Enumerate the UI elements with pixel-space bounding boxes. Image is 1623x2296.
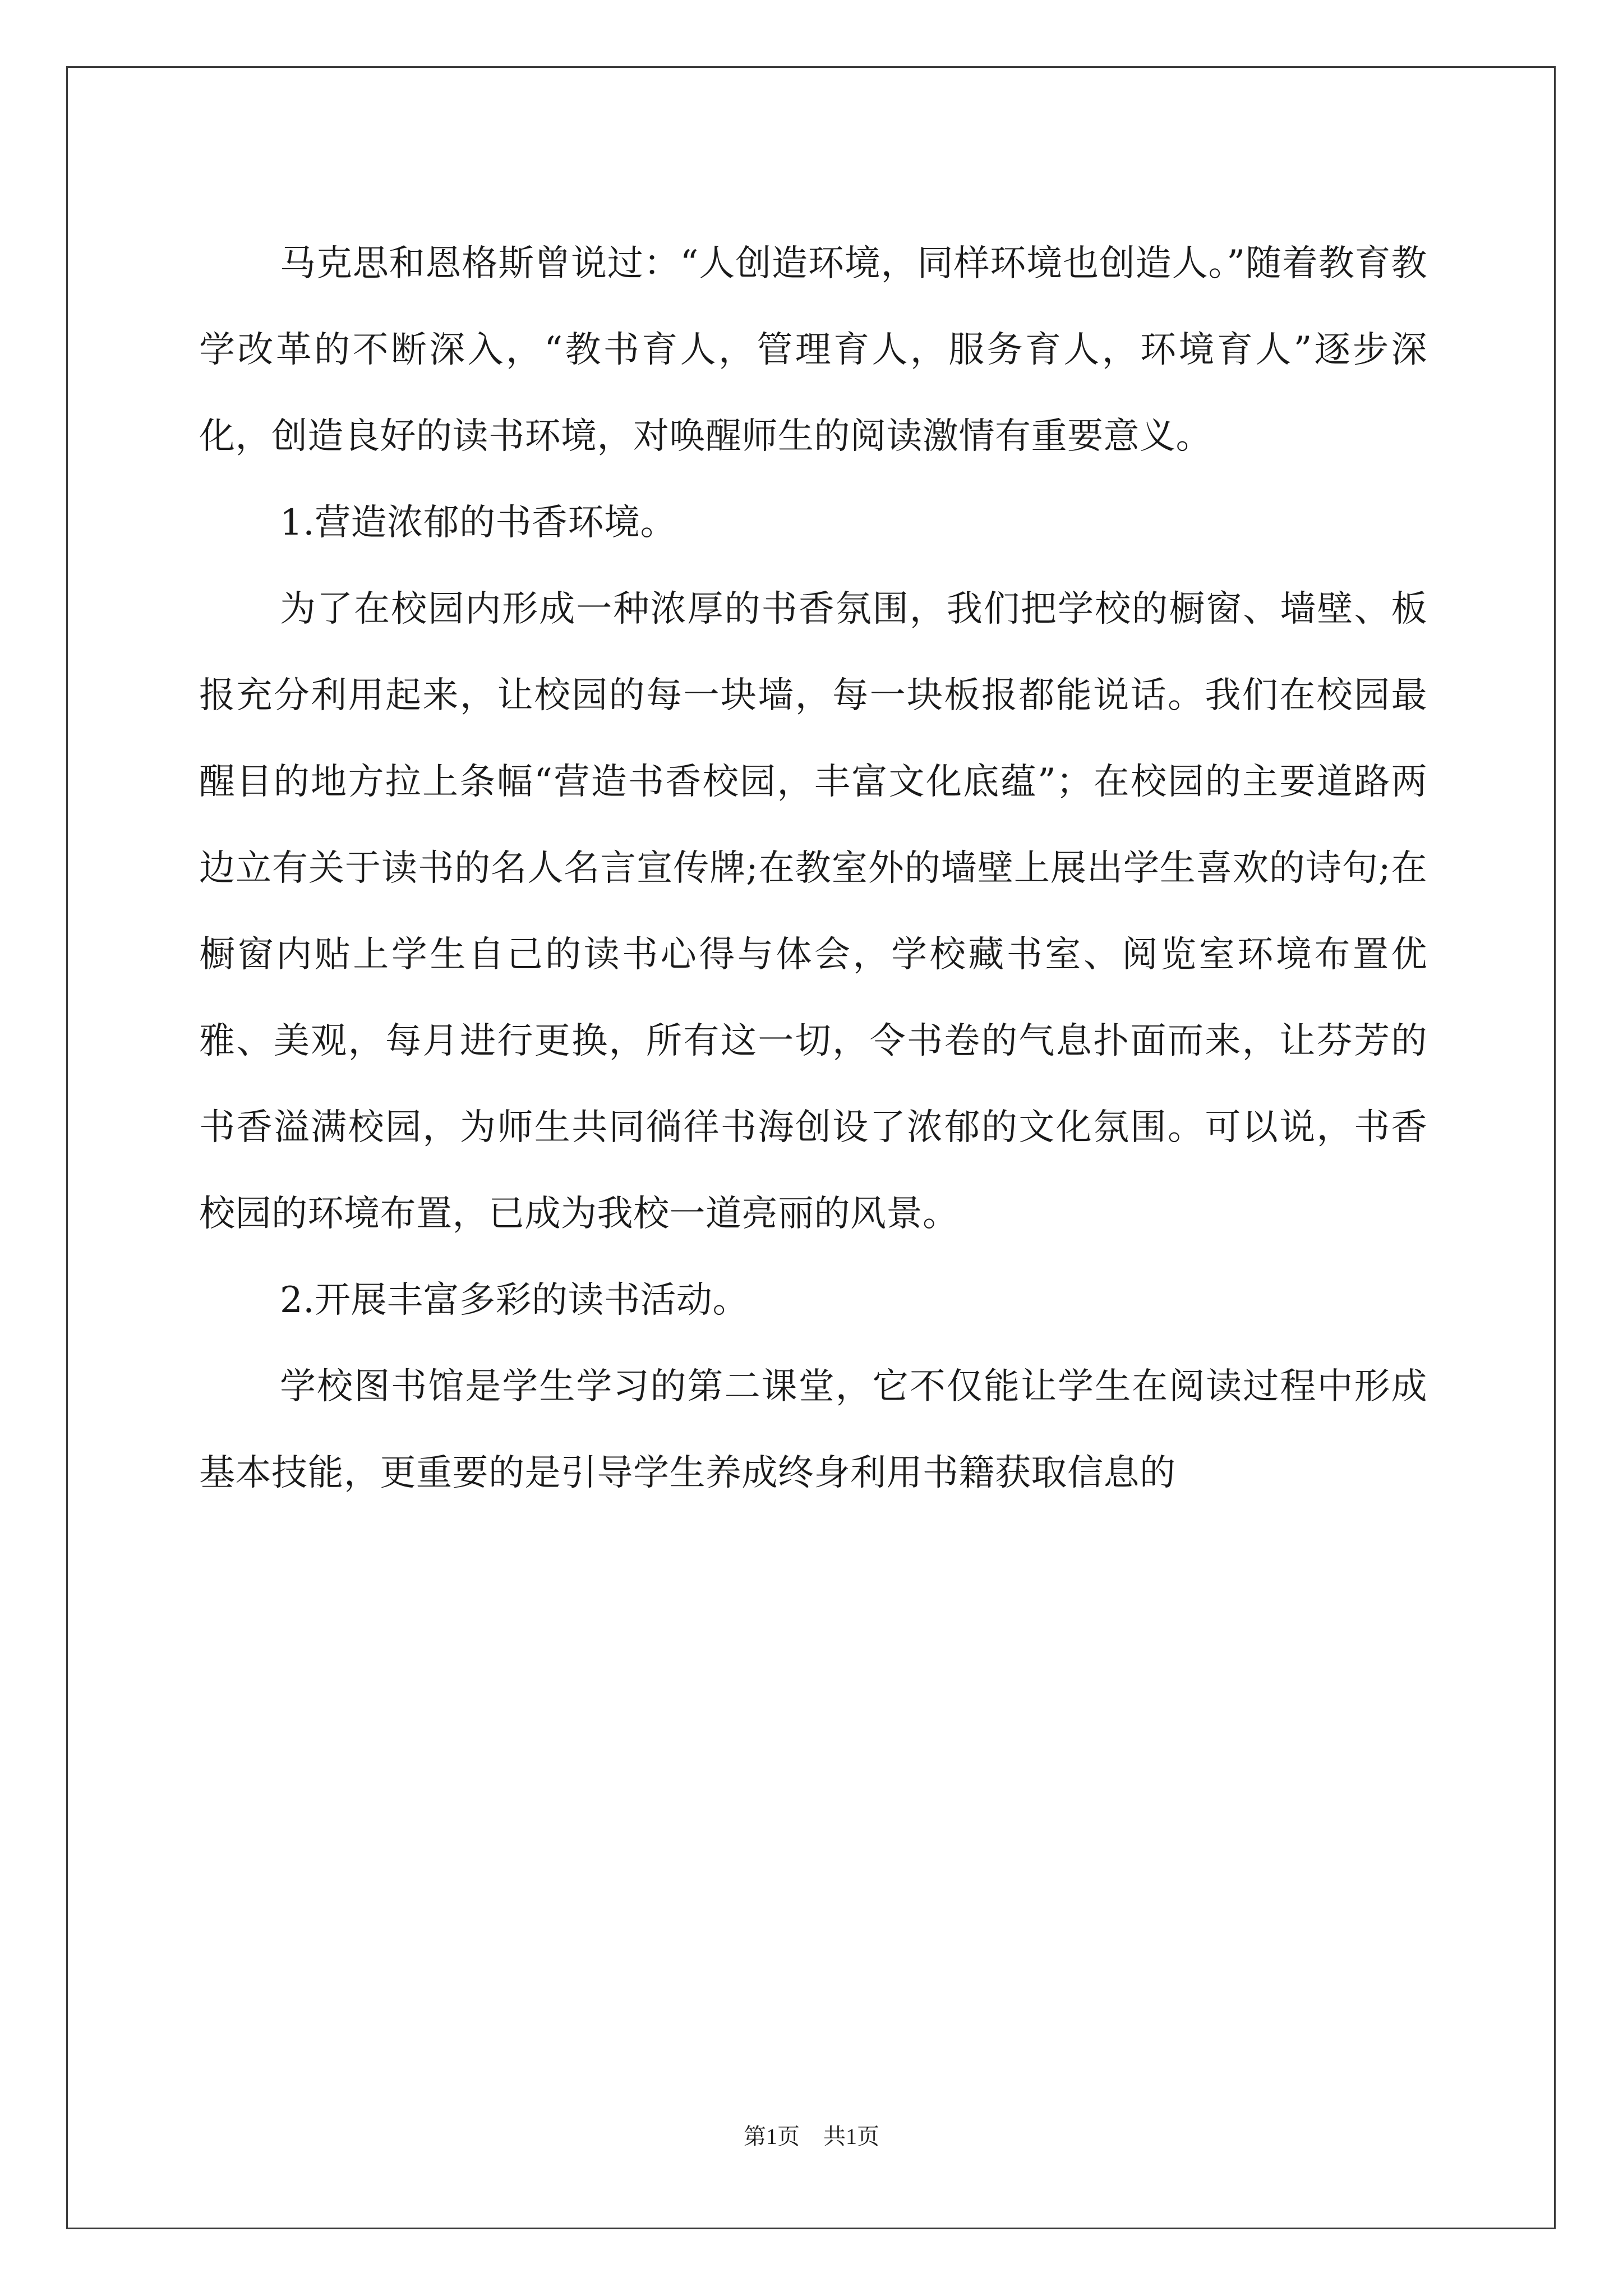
paragraph-intro: 马克思和恩格斯曾说过：“人创造环境，同样环境也创造人。”随着教育教学改革的不断深入，“教书育人，管理育人，服务育人，环境育人”逐步深化，创造良好的读书环境，对唤醒师生的阅读激情有重要意义。 — [199, 243, 1427, 457]
page-footer — [0, 2122, 1623, 2151]
page-count: 共1页 — [823, 2124, 879, 2149]
section-heading-2: 2.开展丰富多彩的读书活动。 — [280, 1280, 749, 1321]
section-heading-1: 1.营造浓郁的书香环境。 — [280, 502, 677, 544]
paragraph-section-2: 学校图书馆是学生学习的第二课堂，它不仅能让学生在阅读过程中形成基本技能，更重要的是引导学生养成终身利用书籍获取信息的 — [199, 1366, 1427, 1494]
paragraph-section-1: 为了在校园内形成一种浓厚的书香氛围，我们把学校的橱窗、墙壁、板报充分利用起来，让校园的每一块墙，每一块板报都能说话。我们在校园最醒目的地方拉上条幅“营造书香校园，丰富文化底蕴”；在校园的主要道路两边立有关于读书的名人名言宣传牌;在教室外的墙壁上展出学生喜欢的诗句;在橱窗内贴上学生自己的读书心得与体会，学校藏书室、阅览室环境布置优雅、美观，每月进行更换，所有这一切，令书卷的气息扑面而来，让芬芳的书香溢满校园，为师生共同徜徉书海创设了浓郁的文化氛围。可以说，书香校园的环境布置，已成为我校一道亮丽的风景。 — [199, 588, 1427, 1235]
document-body — [199, 220, 1427, 1516]
page-number: 第1页 — [744, 2124, 800, 2149]
